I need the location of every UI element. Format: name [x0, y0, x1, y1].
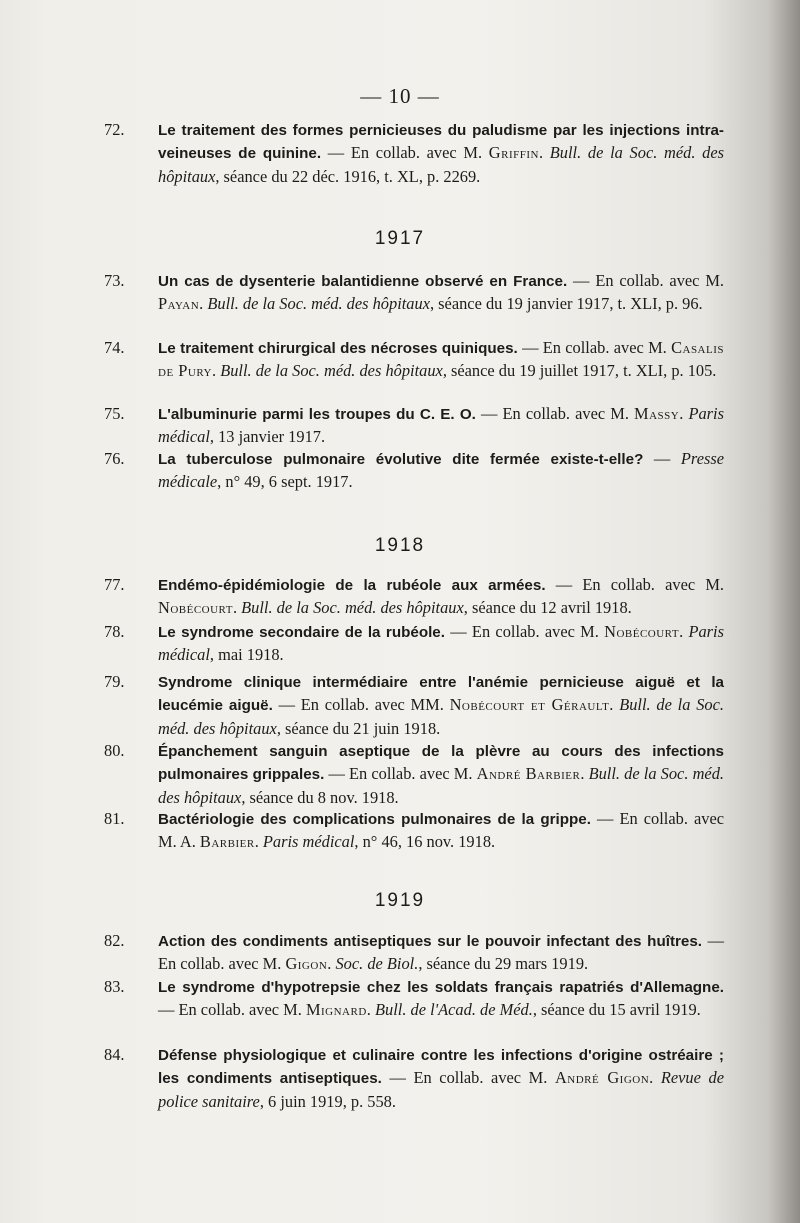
entry-number: 79. [104, 672, 125, 691]
entry-collab: — En collab. avec M. [158, 1000, 306, 1020]
entry-collab: — En collab. avec M. A. [158, 809, 725, 852]
entry-details: , séance du 22 déc. 1916, t. XL, p. 2269. [215, 166, 481, 186]
entry-number: 73. [104, 271, 125, 290]
entry-author: Griffin [488, 143, 539, 163]
entry-journal: Bull. de la Soc. méd. des hôpitaux [207, 294, 430, 314]
entry-title: Bactériologie des complications pulmonaires de la grippe. [158, 811, 591, 828]
entry-sep: . [254, 832, 263, 852]
year-heading: 1919 [374, 890, 426, 911]
entry-journal: Bull. de l'Acad. de Méd. [375, 1000, 533, 1020]
entry-author: Gigon [285, 954, 328, 974]
entry-collab: — En collab. avec MM. [272, 695, 450, 715]
bibliography-entry [104, 621, 724, 667]
entry-author: Nobécourt [604, 622, 680, 641]
bibliography-entry [104, 403, 724, 449]
entry-sep: . [649, 1068, 661, 1088]
entry-author: André Gigon [554, 1068, 650, 1088]
bibliography-entry [104, 808, 724, 854]
entry-details: , séance du 15 avril 1919. [532, 1000, 701, 1020]
entry-collab: — En collab. avec M. [158, 931, 724, 974]
bibliography-entry [104, 574, 724, 620]
entry-sep: . [538, 143, 550, 163]
entry-sep: . [199, 294, 208, 314]
entry-journal: Paris médical [158, 404, 724, 447]
entry-title: Syndrome clinique intermédiaire entre l'anémie pernicieuse aiguë et la leucémie aiguë. [158, 674, 724, 715]
bibliography-entry [104, 270, 724, 316]
page-number: — 10 — [360, 84, 440, 108]
entry-details: , séance du 29 mars 1919. [418, 954, 589, 974]
entry-journal: Soc. de Biol. [335, 954, 419, 974]
entry-number: 80. [104, 741, 125, 760]
year-heading: 1918 [374, 535, 426, 556]
bibliography-entry [104, 976, 724, 1022]
entry-number: 74. [104, 338, 125, 357]
entry-sep: . [580, 764, 589, 784]
entry-collab: — En collab. avec M. [517, 338, 672, 357]
entry-sep: . [679, 404, 689, 423]
entry-details: , séance du 19 juillet 1917, t. XLI, p. 105. [442, 361, 717, 381]
bibliography-entry [104, 930, 724, 976]
entry-number: 77. [104, 575, 125, 594]
entry-details: , séance du 19 janvier 1917, t. XLI, p. 96. [429, 294, 703, 314]
bibliography-entry [104, 671, 724, 740]
entry-journal: Revue de police sanitaire [158, 1068, 724, 1111]
entry-title: Endémo-épidémiologie de la rubéole aux armées. [158, 577, 546, 594]
entry-title: Action des condiments antiseptiques sur le pouvoir infectant des huîtres. [158, 933, 703, 950]
bibliography-entry [104, 337, 724, 383]
entry-sep: . [609, 695, 620, 715]
entry-details: , séance du 12 avril 1918. [463, 598, 632, 618]
entry-author: Casalis de Pury [158, 338, 725, 381]
entry-title: Le syndrome secondaire de la rubéole. [158, 624, 445, 641]
bibliography-entry [104, 119, 724, 188]
entry-title: Le syndrome d'hypotrepsie chez les soldats français rapatriés d'Allemagne. [158, 979, 724, 996]
entry-details: , séance du 21 juin 1918. [276, 718, 441, 738]
entry-author: Barbier [199, 832, 255, 852]
entry-number: 82. [104, 931, 125, 950]
entry-details: , 13 janvier 1917. [209, 427, 326, 447]
entry-details: , mai 1918. [209, 645, 284, 665]
entry-sep: . [232, 598, 242, 618]
entry-journal: Bull. de la Soc. méd. des hôpitaux [241, 598, 464, 618]
entry-title: Épanchement sanguin aseptique de la plèvre au cours des infections pulmonaires grippales. [158, 743, 724, 784]
entry-journal: Bull. de la Soc. méd. des hôpitaux [158, 764, 724, 807]
entry-title: La tuberculose pulmonaire évolutive dite fermée existe-t-elle? [158, 451, 644, 468]
entry-number: 76. [104, 449, 125, 468]
entry-details: , n° 46, 16 nov. 1918. [354, 832, 496, 852]
entry-sep: . [327, 954, 336, 974]
entry-title: Le traitement des formes pernicieuses du paludisme par les injections intra-veineuses de quinine. [158, 122, 724, 163]
entry-collab: — En collab. avec M. [444, 622, 605, 641]
entry-title: Défense physiologique et culinaire contre les infections d'origine ostréaire ; les condiments antiseptiques. [158, 1047, 724, 1088]
entry-sep: . [679, 622, 689, 641]
entry-sep: . [366, 1000, 375, 1020]
entry-author: André Barbier [476, 764, 581, 784]
entry-sep: . [212, 361, 221, 381]
entry-journal: Bull. de la Soc. méd. des hôpitaux [158, 695, 724, 738]
entry-journal: Paris médical [262, 832, 355, 852]
entry-collab: — En collab. avec M. [324, 764, 477, 784]
entry-title: Un cas de dysenterie balantidienne observé en France. [158, 273, 568, 290]
entry-journal: Bull. de la Soc. méd. des hôpitaux [220, 361, 443, 381]
entry-details: , n° 49, 6 sept. 1917. [217, 472, 353, 492]
entry-collab: — En collab. avec M. [321, 143, 489, 163]
entry-number: 72. [104, 120, 125, 139]
entry-journal: Paris médical [158, 622, 724, 665]
entry-details: , séance du 8 nov. 1918. [241, 787, 399, 807]
bibliography-entry [104, 740, 724, 809]
entry-title: L'albuminurie parmi les troupes du C. E. O. [158, 406, 476, 423]
entry-author: Massy [634, 404, 680, 423]
entry-number: 78. [104, 622, 125, 641]
entry-details: , 6 juin 1919, p. 558. [259, 1091, 396, 1111]
entry-collab: — En collab. avec M. [475, 404, 635, 423]
entry-collab: — [643, 449, 681, 468]
entry-author: Nobécourt [158, 598, 233, 618]
entry-number: 75. [104, 404, 125, 423]
entry-title: Le traitement chirurgical des nécroses quiniques. [158, 340, 518, 357]
entry-number: 83. [104, 977, 125, 996]
bibliography-entry [104, 448, 724, 494]
entry-collab: — En collab. avec M. [381, 1068, 555, 1088]
entry-author: Nobécourt et Gérault [449, 695, 610, 715]
entry-author: Mignard [305, 1000, 367, 1020]
entry-journal: Presse médicale [158, 449, 724, 492]
year-heading: 1917 [374, 228, 426, 249]
entry-number: 84. [104, 1045, 125, 1064]
entry-collab: — En collab. avec M. [567, 271, 724, 290]
entry-collab: — En collab. avec M. [545, 575, 724, 594]
bibliography-entry [104, 1044, 724, 1113]
entry-author: Payan [158, 294, 200, 314]
entry-number: 81. [104, 809, 125, 828]
entry-journal: Bull. de la Soc. méd. des hôpitaux [158, 143, 724, 186]
